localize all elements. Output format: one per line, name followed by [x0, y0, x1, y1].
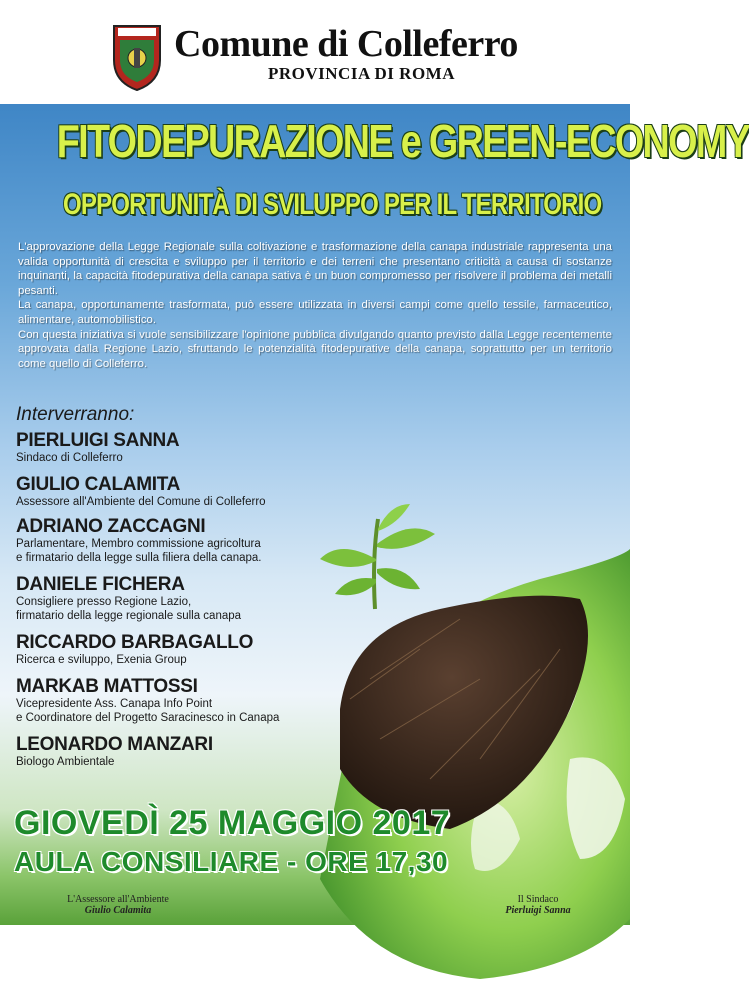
- municipality-name: Comune di Colleferro: [174, 23, 518, 65]
- signature-assessore: [58, 894, 178, 916]
- signature-sindaco: [478, 894, 598, 916]
- speaker-role: firmatario della legge regionale sulla canapa: [16, 609, 242, 622]
- speakers-heading: Interverranno:: [16, 404, 135, 425]
- speaker-role: Consigliere presso Regione Lazio,: [16, 596, 192, 608]
- globe-plant-illustration: [280, 499, 630, 999]
- speaker-entry: [16, 632, 253, 668]
- signature-name: Giulio Calamita: [84, 905, 152, 916]
- speaker-name: LEONARDO MANZARI: [16, 734, 213, 755]
- event-place-time: AULA CONSILIARE - ORE 17,30: [14, 846, 449, 877]
- main-title: FITODEPURAZIONE e GREEN-ECONOMY: [56, 115, 749, 167]
- intro-paragraph: La canapa, opportunamente trasformata, può essere utilizzata in diversi campi come quello tessile, farmaceutico, alimentare, automobilistico.: [18, 299, 612, 326]
- subtitle: OPPORTUNITÀ DI SVILUPPO PER IL TERRITORIO: [63, 188, 602, 221]
- speaker-entry: [16, 676, 279, 725]
- speaker-role: e Coordinatore del Progetto Saracinesco in Canapa: [16, 711, 280, 724]
- speaker-role: e firmatario della legge sulla filiera della canapa.: [16, 551, 262, 564]
- signature-title: L'Assessore all'Ambiente: [67, 894, 169, 905]
- speaker-entry: [16, 516, 261, 565]
- speaker-role: Vicepresidente Ass. Canapa Info Point: [16, 698, 213, 710]
- speaker-role: Ricerca e sviluppo, Exenia Group: [16, 654, 187, 666]
- intro-text: [18, 240, 612, 371]
- intro-paragraph: Con questa iniziativa si vuole sensibilizzare l'opinione pubblica divulgando quanto previsto dalla Legge recentemente approvata dalla Regione Lazio, sfruttando le potenzialità fitodepurative della canapa, soprattutto per un territorio come quello di Colleferro.: [18, 328, 612, 370]
- speaker-role: Sindaco di Colleferro: [16, 452, 123, 464]
- speaker-role: Biologo Ambientale: [16, 756, 115, 768]
- province-name: PROVINCIA DI ROMA: [268, 64, 455, 83]
- event-date: GIOVEDÌ 25 MAGGIO 2017: [14, 804, 451, 842]
- poster: [0, 104, 749, 925]
- header: [0, 0, 630, 104]
- signature-name: Pierluigi Sanna: [505, 905, 571, 916]
- speaker-name: ADRIANO ZACCAGNI: [16, 516, 206, 537]
- speaker-entry: [16, 430, 179, 466]
- speaker-entry: [16, 574, 241, 623]
- speaker-role: Parlamentare, Membro commissione agricoltura: [16, 538, 261, 550]
- speaker-name: GIULIO CALAMITA: [16, 474, 181, 495]
- speaker-name: RICCARDO BARBAGALLO: [16, 632, 254, 653]
- intro-paragraph: L'approvazione della Legge Regionale sulla coltivazione e trasformazione della canapa industriale rappresenta una valida opportunità di crescita e sviluppo per il territorio e dei terreni che presentano criticità a causa di sostanze inquinanti, la capacità fitodepurativa della canapa sativa è un buon compromesso per risolvere il problema dei metalli pesanti.: [18, 241, 612, 297]
- speaker-entry: [16, 734, 213, 770]
- speaker-name: MARKAB MATTOSSI: [16, 676, 198, 697]
- speaker-name: DANIELE FICHERA: [16, 574, 185, 595]
- coat-of-arms-icon: [110, 20, 164, 92]
- speaker-entry: [16, 474, 266, 510]
- speaker-role: Assessore all'Ambiente del Comune di Colleferro: [16, 496, 266, 508]
- signature-title: Il Sindaco: [517, 894, 559, 905]
- speaker-name: PIERLUIGI SANNA: [16, 430, 180, 451]
